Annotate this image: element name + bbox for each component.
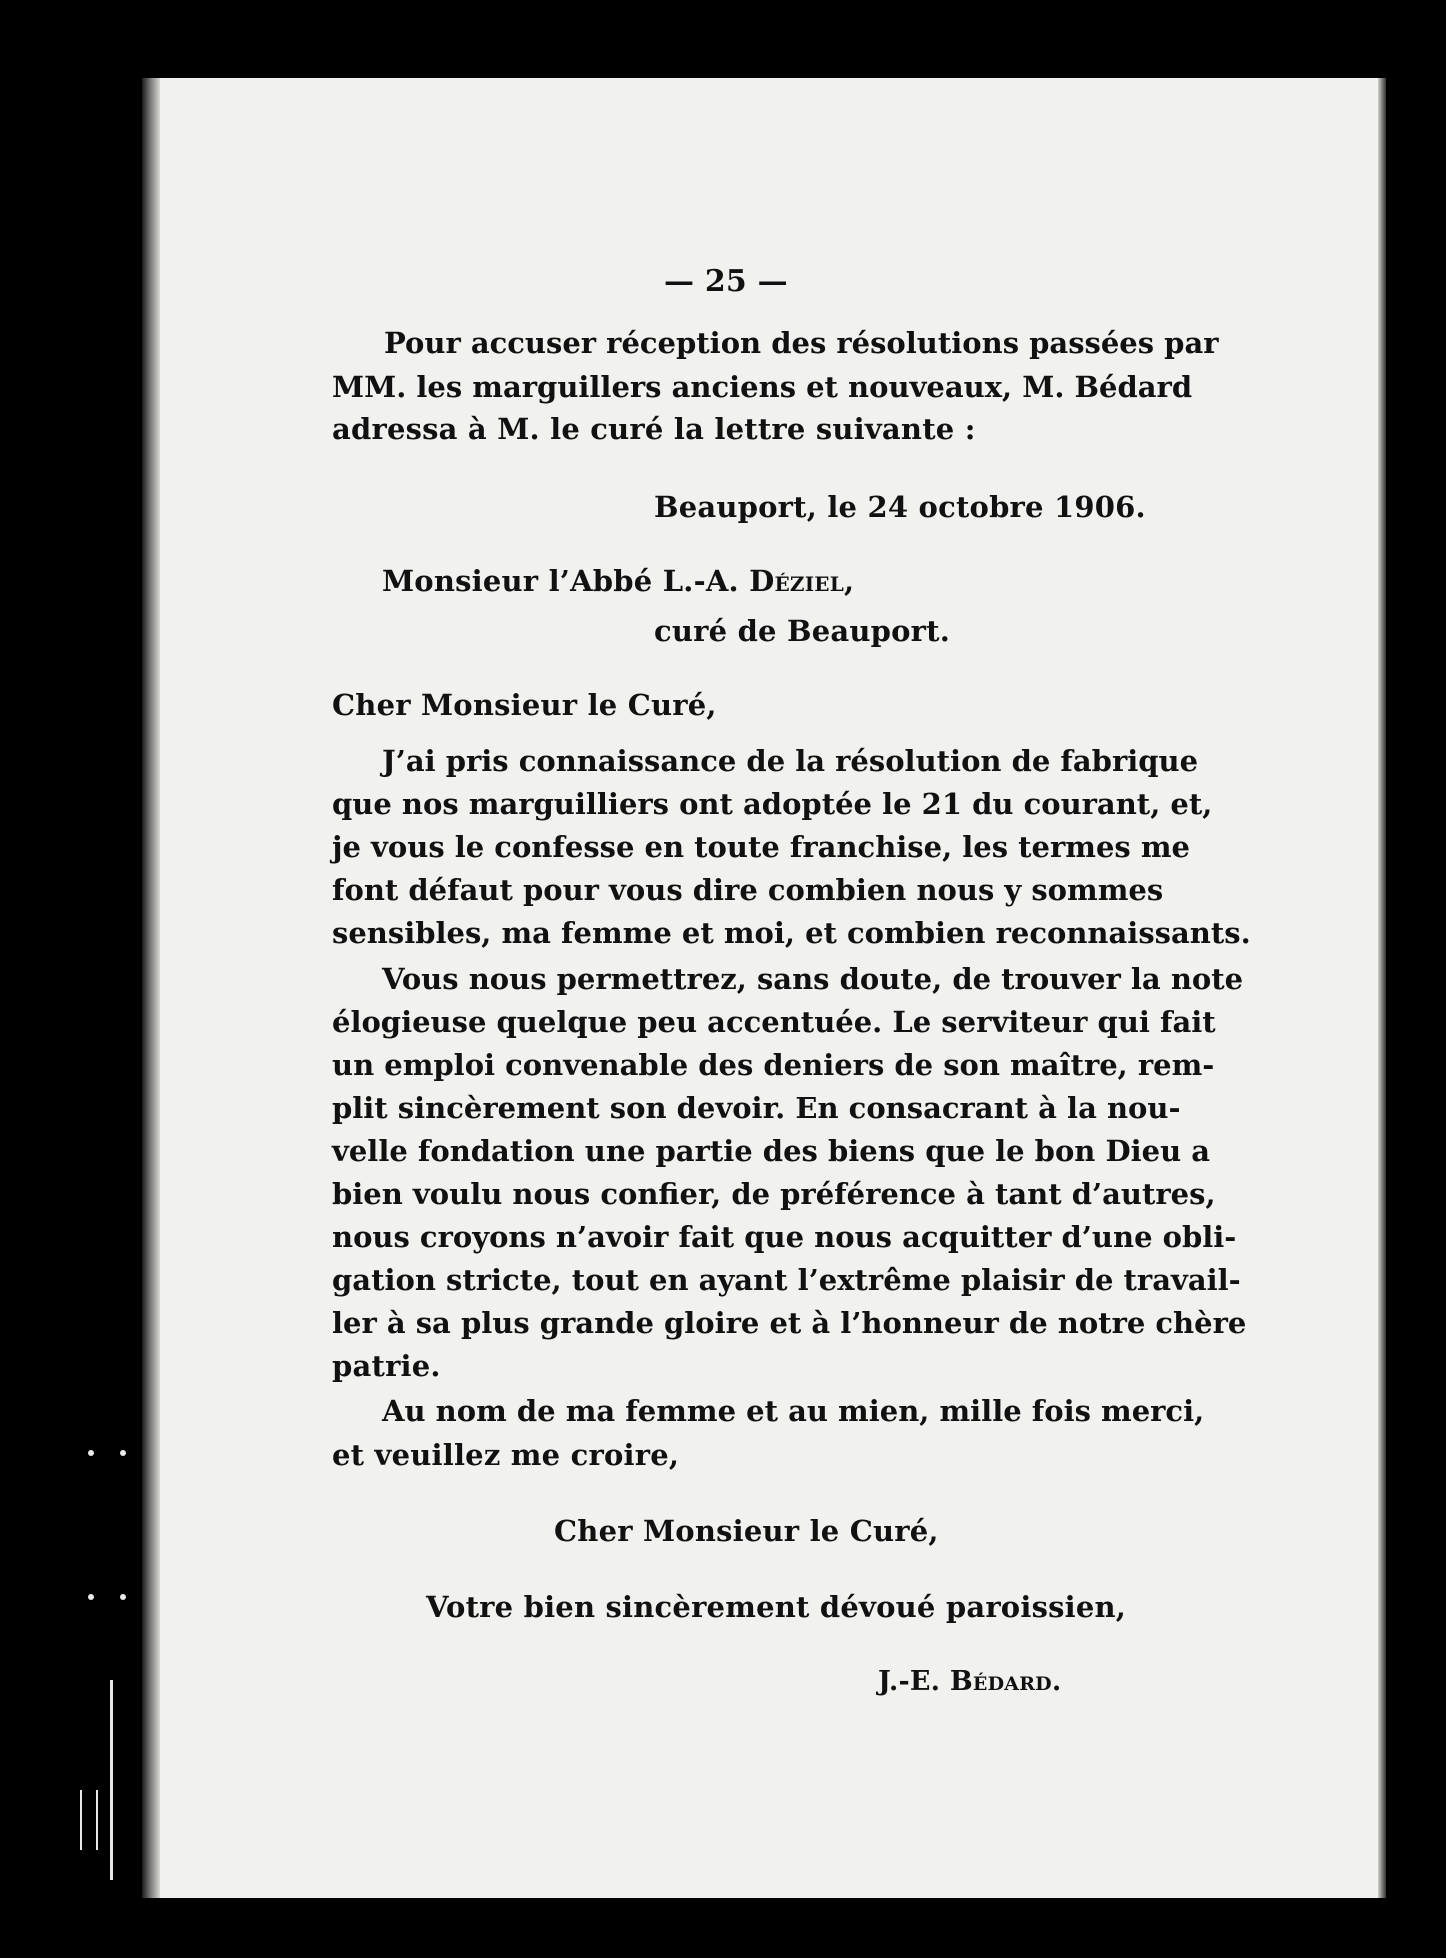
dateline: Beauport, le 24 octobre 1906. <box>654 490 1146 524</box>
signature-name: Bédard. <box>949 1666 1062 1697</box>
salutation: Cher Monsieur le Curé, <box>332 688 717 722</box>
body-line: que nos marguilliers ont adoptée le 21 du courant, et, <box>332 787 1213 821</box>
binding-thread <box>110 1680 113 1880</box>
body-line: bien voulu nous confier, de préférence à tant d’autres, <box>332 1177 1216 1211</box>
addressee-line-1 <box>382 564 854 598</box>
body-last-line: patrie. <box>332 1349 441 1383</box>
addressee-line-2: curé de Beauport. <box>654 614 951 648</box>
page-gutter-shadow <box>142 78 160 1898</box>
body-line: font défaut pour vous dire combien nous y sommes <box>332 873 1164 907</box>
intro-line-2: MM. les marguillers anciens et nouveaux, M. Bédard <box>332 370 1193 404</box>
binding-hole <box>120 1594 126 1600</box>
intro-line-1: Pour accuser réception des résolutions passées par <box>384 326 1219 360</box>
closing-formula: Votre bien sincèrement dévoué paroissien, <box>426 1590 1127 1624</box>
binding-hole <box>88 1450 94 1456</box>
body-line: un emploi convenable des deniers de son maître, rem- <box>332 1048 1215 1082</box>
body-line: J’ai pris connaissance de la résolution de fabrique <box>382 744 1199 778</box>
body-line: velle fondation une partie des biens que le bon Dieu a <box>332 1134 1211 1168</box>
body-line: ler à sa plus grande gloire et à l’honneur de notre chère <box>332 1306 1247 1340</box>
body-line: gation stricte, tout en ayant l’extrême plaisir de travail- <box>332 1263 1241 1297</box>
page-number: — 25 — <box>664 264 788 299</box>
body-line: élogieuse quelque peu accentuée. Le serviteur qui fait <box>332 1005 1216 1039</box>
addressee-name: Déziel, <box>749 564 855 598</box>
signature-initials: J.-E. <box>878 1666 950 1697</box>
body-line: plit sincèrement son devoir. En consacrant à la nou- <box>332 1091 1181 1125</box>
addressee-title: Monsieur l’Abbé L.-A. <box>382 564 750 598</box>
binding-staple <box>80 1790 98 1850</box>
scan-margin <box>0 0 142 1958</box>
body-line: sensibles, ma femme et moi, et combien reconnaissants. <box>332 916 1251 950</box>
binding-hole <box>120 1450 126 1456</box>
closing-line-1: Au nom de ma femme et au mien, mille fois merci, <box>382 1394 1205 1428</box>
closing-line-2: et veuillez me croire, <box>332 1438 680 1472</box>
signature <box>878 1666 1061 1697</box>
page-right-edge <box>1378 78 1386 1898</box>
body-line: je vous le confesse en toute franchise, les termes me <box>332 830 1190 864</box>
binding-hole <box>88 1594 94 1600</box>
closing-salutation: Cher Monsieur le Curé, <box>554 1514 939 1548</box>
intro-line-3: adressa à M. le curé la lettre suivante : <box>332 412 976 446</box>
body-line: nous croyons n’avoir fait que nous acquitter d’une obli- <box>332 1220 1237 1254</box>
body-line: Vous nous permettrez, sans doute, de trouver la note <box>382 962 1244 996</box>
